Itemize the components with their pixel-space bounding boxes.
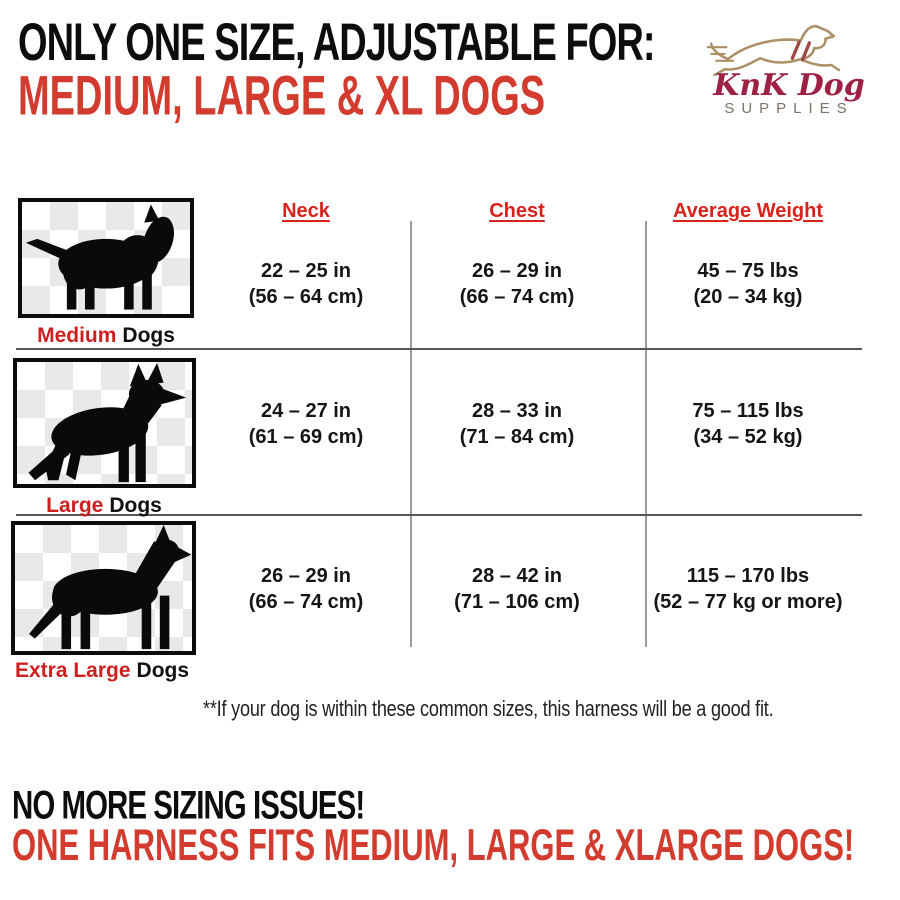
column-divider: [410, 221, 412, 647]
bull-terrier-silhouette-icon: [22, 202, 190, 314]
large-dog-image-box: [13, 358, 196, 488]
footer-headline-black: NO MORE SIZING ISSUES!: [12, 782, 365, 828]
subtitle: MEDIUM, LARGE & XL DOGS: [18, 66, 546, 127]
column-header-average-weight: Average Weight: [672, 200, 824, 222]
size-suffix: Dogs: [136, 659, 190, 682]
large-weight-value: 75 – 115 lbs (34 – 52 kg): [692, 400, 804, 448]
size-name: Medium: [37, 324, 117, 347]
main-title: ONLY ONE SIZE, ADJUSTABLE FOR:: [18, 14, 655, 73]
running-dog-outline-icon: [691, 10, 887, 76]
extra-large-weight-value: 115 – 170 lbs (52 – 77 kg or more): [653, 565, 843, 613]
medium-neck-value: 22 – 25 in (56 – 64 cm): [248, 260, 364, 308]
medium-dog-image-box: [18, 198, 194, 318]
brand-subname: SUPPLIES: [724, 100, 854, 117]
brand-logo: [688, 10, 890, 117]
large-neck-value: 24 – 27 in (61 – 69 cm): [248, 400, 364, 448]
german-shepherd-silhouette-icon: [17, 362, 192, 484]
footer-headline-red: ONE HARNESS FITS MEDIUM, LARGE & XLARGE DOGS!: [12, 820, 855, 870]
medium-weight-value: 45 – 75 lbs (20 – 34 kg): [693, 260, 803, 308]
medium-chest-value: 26 – 29 in (66 – 74 cm): [459, 260, 575, 308]
large-chest-value: 28 – 33 in (71 – 84 cm): [459, 400, 575, 448]
extra-large-dog-image-box: [11, 521, 196, 655]
size-suffix: Dogs: [122, 324, 175, 347]
row-label-medium: [0, 324, 216, 348]
size-suffix: Dogs: [109, 494, 162, 517]
column-header-chest: Chest: [489, 200, 545, 222]
size-name: Large: [46, 494, 104, 517]
extra-large-chest-value: 28 – 42 in (71 – 106 cm): [454, 565, 580, 613]
row-label-extra-large: [0, 659, 212, 683]
row-label-large: [0, 494, 214, 518]
size-name: Extra Large: [14, 659, 131, 682]
great-dane-silhouette-icon: [15, 525, 192, 651]
fit-note: **If your dog is within these common sizes, this harness will be a good fit.: [203, 697, 774, 722]
row-divider: [16, 348, 862, 350]
extra-large-neck-value: 26 – 29 in (66 – 74 cm): [248, 565, 364, 613]
column-header-neck: Neck: [282, 200, 330, 222]
brand-name: KnK Dog: [713, 68, 865, 103]
